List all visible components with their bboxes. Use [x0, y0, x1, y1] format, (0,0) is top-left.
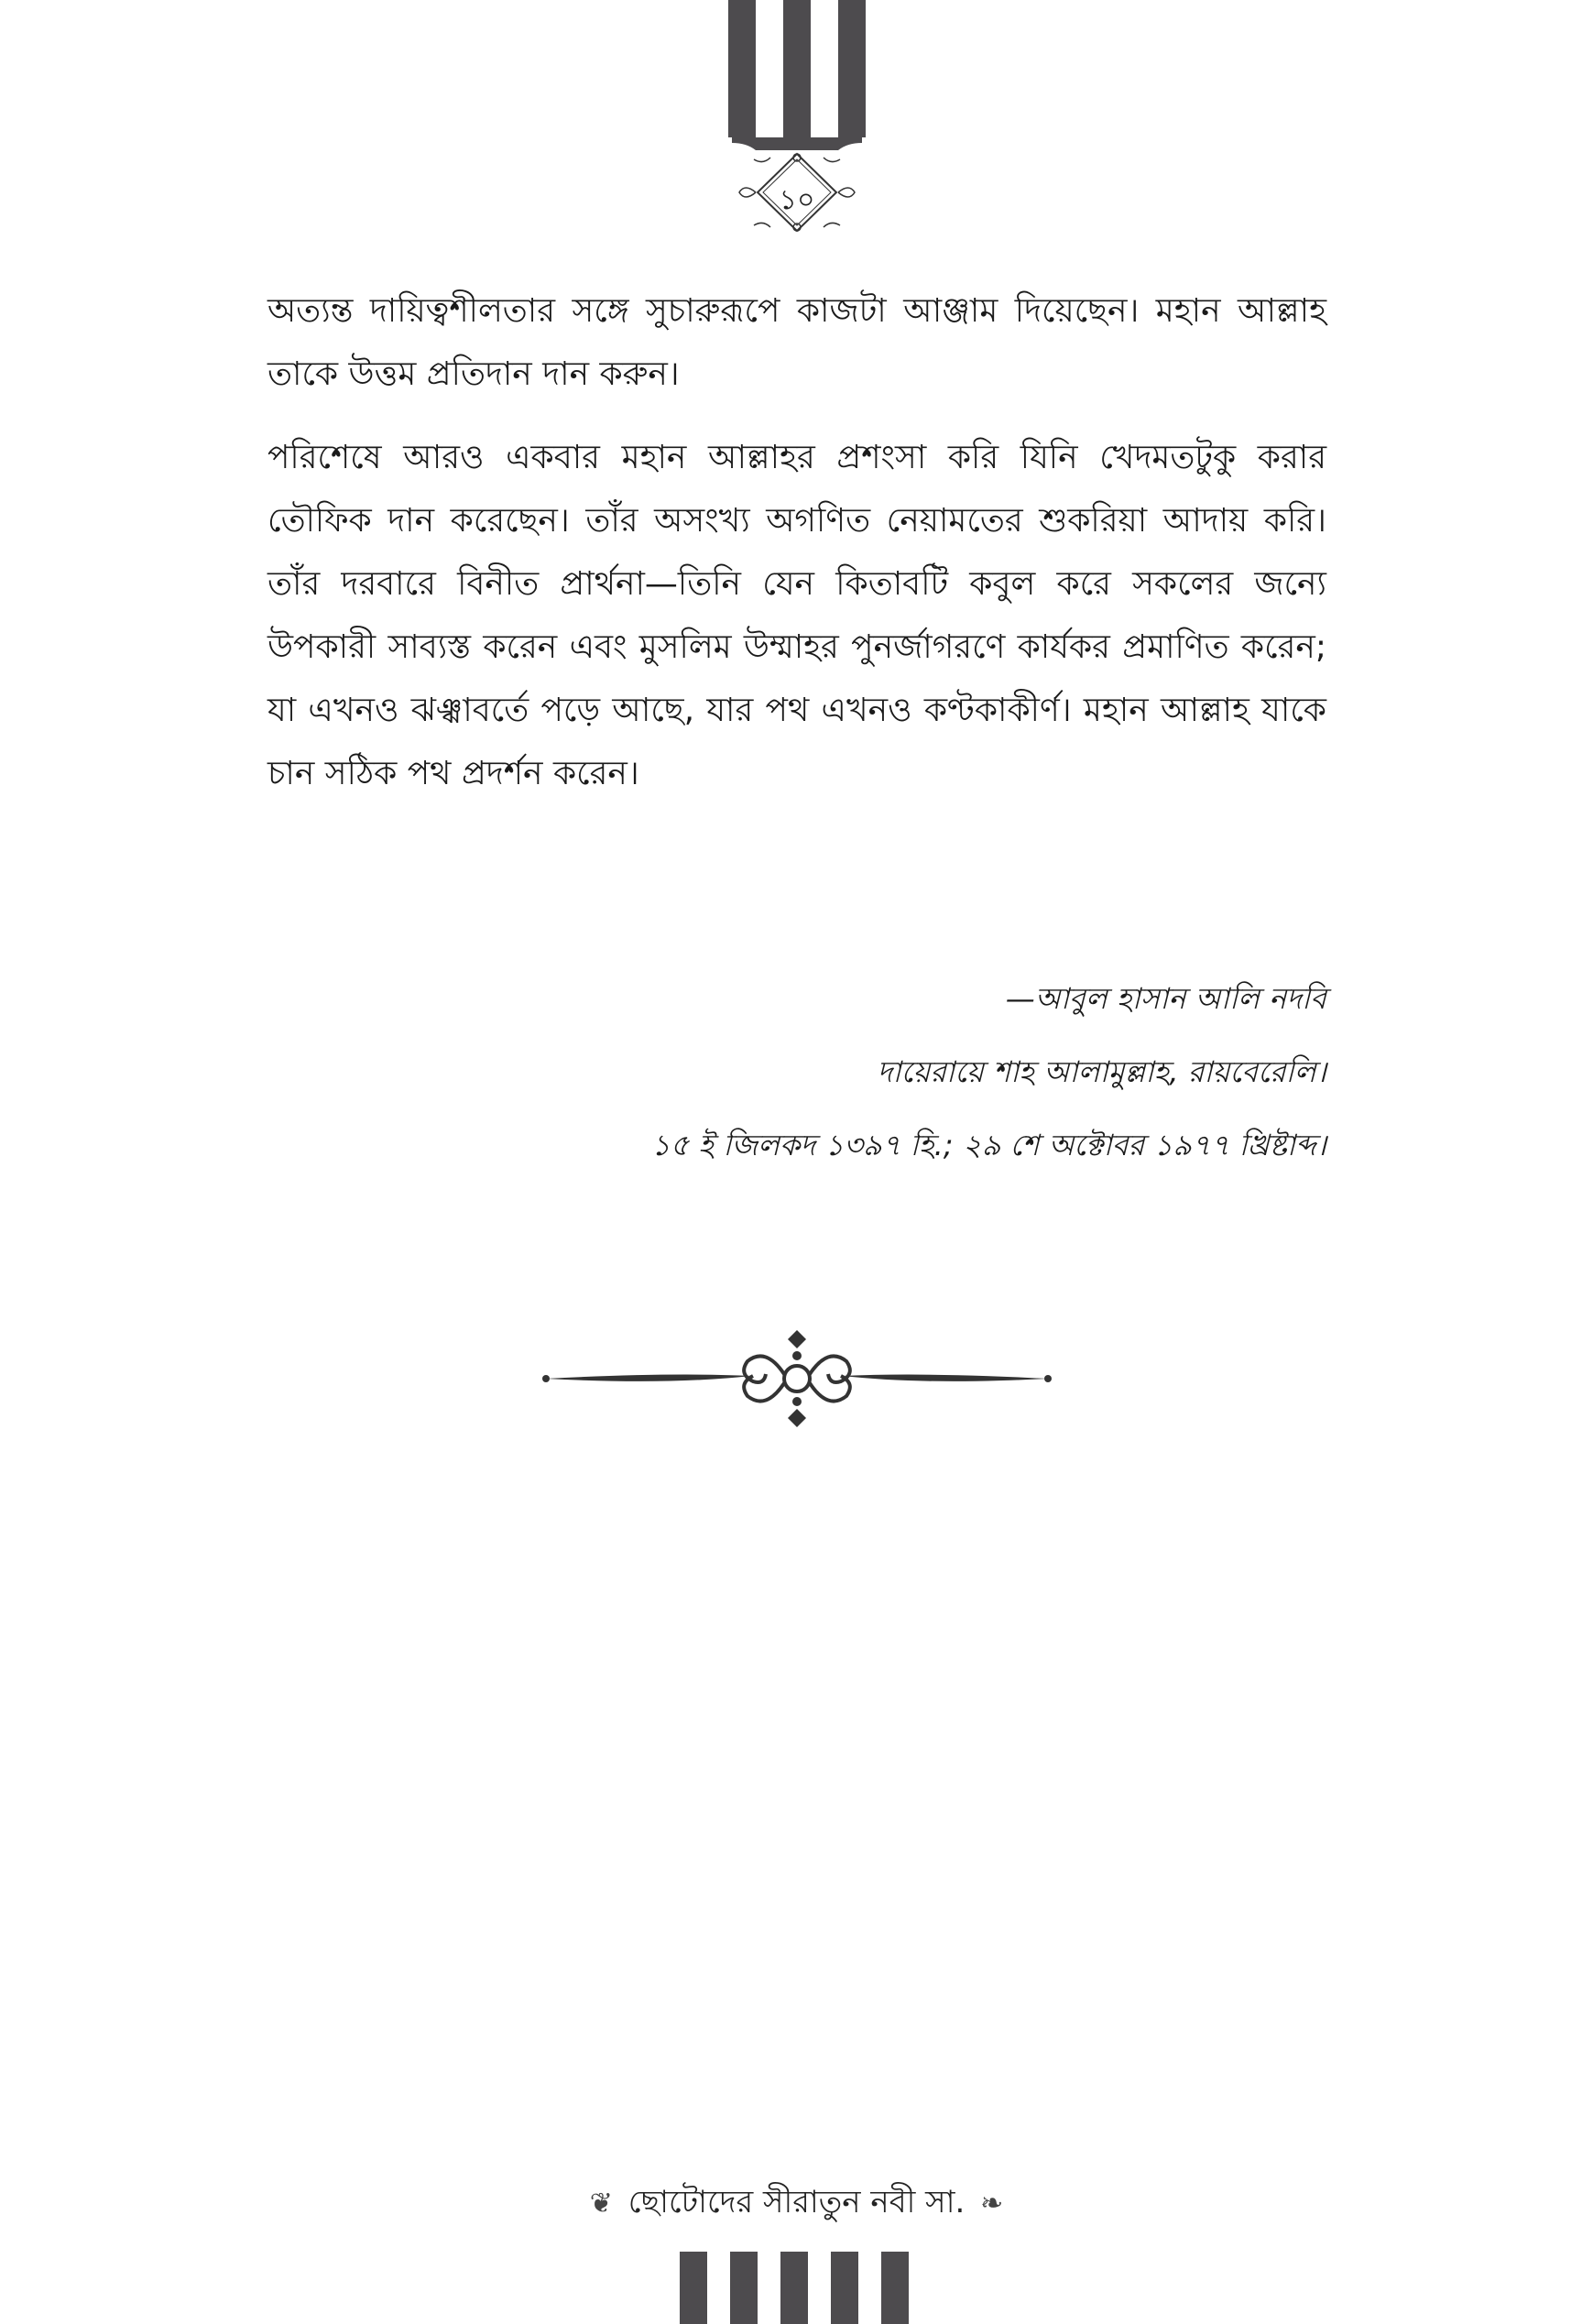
paragraph: পরিশেষে আরও একবার মহান আল্লাহর প্রশংসা করি যিনি খেদমতটুকু করার তৌফিক দান করেছেন। তাঁর অসংখ্য অগণিত নেয়ামতের শুকরিয়া আদায় করি। তাঁর দরবারে বিনীত প্রার্থনা—তিনি যেন কিতাবটি কবুল করে সকলের জন্যে উপকারী সাব্যস্ত করেন এবং মুসলিম উম্মাহর পুনর্জাগরণে কার্যকর প্রমাণিত করেন; যা এখনও ঝঞ্ঝাবর্তে পড়ে আছে, যার পথ এখনও কণ্টকাকীর্ণ। মহান আল্লাহ যাকে চান সঠিক পথ প্রদর্শন করেন। [267, 439, 1326, 792]
flourish-left-icon: ❦ [589, 2188, 613, 2220]
paragraph: অত্যন্ত দায়িত্বশীলতার সঙ্গে সুচারুরূপে কাজটা আঞ্জাম দিয়েছেন। মহান আল্লাহ তাকে উত্তম প্রতিদান দান করুন। [267, 292, 1326, 393]
stripe [881, 2252, 909, 2324]
stripe [838, 0, 866, 137]
stripe [728, 0, 756, 137]
page-number: ১০ [779, 184, 815, 216]
footer-book-title [0, 2178, 1593, 2231]
signature-block [319, 962, 1326, 1182]
stripe [680, 2252, 707, 2324]
flourish-right-icon: ❧ [980, 2188, 1004, 2220]
book-title: ছোটোদের সীরাতুন নবী সা. [627, 2184, 966, 2220]
stripe [780, 2252, 808, 2324]
author-name: —আবুল হাসান আলি নদবি [1005, 981, 1326, 1016]
top-stripes [728, 0, 866, 137]
place: দায়েরায়ে শাহ আলামুল্লাহ, রায়বেরেলি। [877, 1054, 1326, 1089]
stripe [831, 2252, 858, 2324]
stripe [783, 0, 811, 137]
page-number-badge [728, 137, 866, 247]
bottom-stripes [680, 2252, 918, 2324]
body-text [267, 279, 1326, 805]
date: ১৫ ই জিলকদ ১৩৯৭ হি.; ২৯ শে অক্টোবর ১৯৭৭ খ্রিষ্টাব্দ। [650, 1128, 1326, 1162]
ornamental-divider-icon [540, 1319, 1053, 1438]
stripe [730, 2252, 758, 2324]
